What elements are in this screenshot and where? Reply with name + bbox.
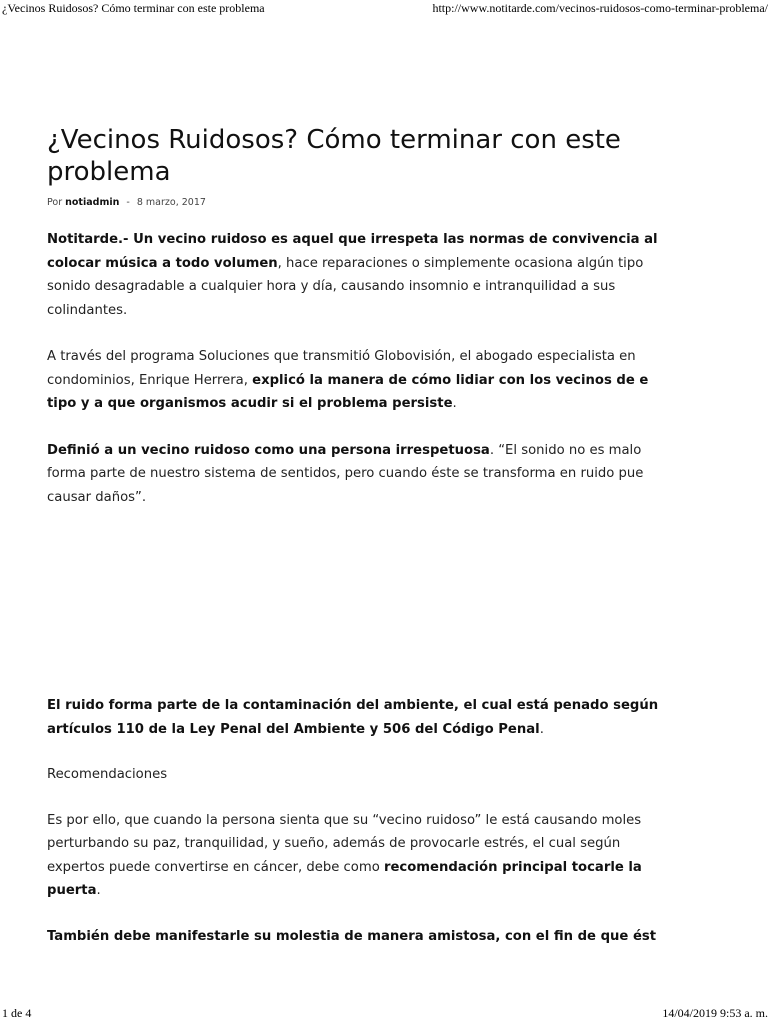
article-title: ¿Vecinos Ruidosos? Cómo terminar con este problema: [47, 125, 621, 187]
print-header-title: ¿Vecinos Ruidosos? Cómo terminar con este problema: [2, 1, 265, 15]
paragraph-recommendation: [47, 809, 768, 903]
text: , hace reparaciones o simplemente ocasiona algún tipo: [277, 255, 644, 271]
bold-text: colocar música a todo volumen: [47, 255, 278, 271]
publish-date: 8 marzo, 2017: [136, 197, 206, 208]
print-header: [0, 1, 768, 17]
section-heading-recomendaciones: [47, 763, 768, 787]
bold-text: explicó la manera de cómo lidiar con los vecinos de e: [252, 372, 649, 388]
bold-text: .- Un vecino ruidoso es aquel que irrespeta las normas de convivencia al: [118, 232, 658, 247]
bold-text: recomendación principal tocarle la: [383, 859, 642, 875]
section-heading: Recomendaciones: [47, 767, 168, 782]
bold-text: El ruido forma parte de la contaminación del ambiente, el cual está penado según: [47, 698, 659, 713]
text: sonido desagradable a cualquier hora y día, causando insomnio e intranquilidad a sus: [47, 279, 616, 294]
bold-text: artículos 110 de la Ley Penal del Ambiente y 506 del Código Penal: [47, 721, 540, 737]
paragraph-contamination: [47, 694, 768, 741]
bold-text: Definió a un vecino ruidoso como una persona irrespetuosa: [47, 442, 490, 458]
article-body: [47, 228, 768, 948]
print-header-url[interactable]: http://www.notitarde.com/vecinos-ruidosos-como-terminar-problema/: [432, 1, 768, 15]
text: condominios, Enrique Herrera,: [47, 372, 253, 388]
text: .: [539, 721, 544, 737]
byline-prefix: Por: [47, 197, 63, 208]
paragraph-intro: [47, 228, 768, 322]
author-link[interactable]: notiadmin: [65, 197, 120, 208]
text: . “El sonido no es malo: [489, 442, 642, 458]
text: causar daños”.: [47, 489, 147, 505]
bold-text: tipo y a que organismos acudir si el problema persiste: [47, 396, 453, 411]
byline-separator: -: [126, 197, 130, 208]
byline: [47, 197, 768, 208]
paragraph-friendly: [47, 925, 768, 949]
text: Es por ello, que cuando la persona sienta que su “vecino ruidoso” le está causando moles: [47, 812, 642, 828]
text: A través del programa Soluciones que transmitió Globovisión, el abogado especialista en: [47, 349, 636, 364]
page-counter: 1 de 4: [2, 1006, 32, 1020]
text: colindantes.: [47, 302, 128, 318]
text: .: [96, 883, 101, 898]
text: forma parte de nuestro sistema de sentidos, pero cuando éste se transforma en ruido pue: [47, 466, 644, 481]
paragraph-definition: [47, 439, 768, 510]
article: [47, 124, 768, 948]
print-footer: [0, 1006, 768, 1022]
bold-text: puerta: [47, 883, 97, 898]
source-name: Notitarde: [47, 232, 119, 247]
print-datetime: 14/04/2019 9:53 a. m.: [662, 1006, 768, 1020]
text: perturbando su paz, tranquilidad, y sueño, además de provocarle estrés, el cual según: [47, 836, 621, 851]
text: expertos puede convertirse en cáncer, debe como: [47, 859, 384, 875]
bold-text: También debe manifestarle su molestia de manera amistosa, con el fin de que ést: [47, 928, 657, 944]
text: .: [452, 396, 457, 411]
paragraph-globovision: [47, 345, 768, 416]
